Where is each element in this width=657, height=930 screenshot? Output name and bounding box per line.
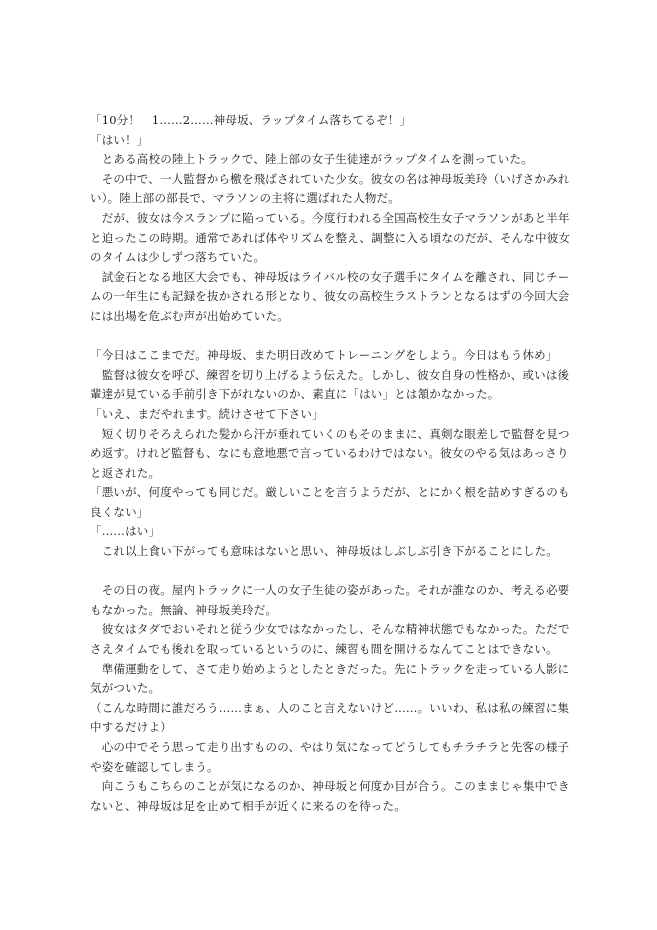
paragraph: 向こうもこちらのことが気になるのか、神母坂と何度か目が合う。このままじゃ集中できないと、神母坂は足を止めて相手が近くに来るのを待った。 [90, 779, 570, 813]
paragraph: 「……はい」 [90, 524, 161, 539]
paragraph: （こんな時間に誰だろう……まぁ、人のこと言えないけど……。いいわ、私は私の練習に集中するだけよ） [90, 700, 570, 735]
paragraph: 心の中でそう思って走り出すものの、やはり気になってどうしてもチラチラと先客の様子や姿を確認してしまう。 [90, 740, 570, 774]
paragraph: だが、彼女は今スランプに陥っている。今度行われる全国高校生女子マラソンがあと半年と迫ったこの時期。通常であれば体やリズムを整え、調整に入る頃なのだが、そんな中彼女のタイムは少しずつ落ちていた。 [90, 210, 571, 265]
paragraph: 彼女はタダでおいそれと従う少女ではなかったし、そんな精神状態でもなかった。ただでさえタイムでも後れを取っているというのに、練習も間を開けるなんてことはできない。 [90, 622, 570, 657]
paragraph: 短く切りそろえられた髪から汗が垂れていくのもそのままに、真剣な眼差しで監督を見つめ返す。けれど監督も、なにも意地悪で言っているわけではない。彼女のやる気はあっさりと返された。 [90, 426, 570, 480]
paragraph: 「今日はここまでだ。神母坂、また明日改めてトレーニングをしよう。今日はもう休め」 [90, 348, 558, 363]
paragraph: これ以上食い下がっても意味はないと思い、神母坂はしぶしぶ引き下がることにした。 [90, 544, 558, 559]
blank-line [90, 562, 580, 582]
blank-line [90, 327, 580, 347]
paragraph: 「はい！」 [90, 132, 149, 147]
paragraph: 準備運動をして、さて走り始めようとしたときだった。先にトラックを走っている人影に気がついた。 [90, 661, 570, 696]
paragraph: 監督は彼女を呼び、練習を切り上げるよう伝えた。しかし、彼女自身の性格か、或いは後輩達が見ている手前引き下がれないのか、素直に「はい」とは頷かなかった。 [90, 367, 570, 402]
paragraph: 「悪いが、何度やっても同じだ。厳しいことを言うようだが、とにかく根を詰めすぎるのも良くない」 [90, 485, 570, 519]
paragraph: その日の夜。屋内トラックに一人の女子生徒の姿があった。それが誰なのか、考える必要もなかった。無論、神母坂美玲だ。 [90, 583, 570, 617]
paragraph: 「いえ、まだやれます。続けさせて下さい」 [90, 406, 324, 421]
paragraph: 試金石となる地区大会でも、神母坂はライバル校の女子選手にタイムを離され、同じチームの一年生にも記録を抜かされる形となり、彼女の高校生ラストランとなるはずの今回大会には出場を危ぶむ声が出始めていた。 [90, 269, 570, 323]
document-body [90, 111, 580, 816]
paragraph: とある高校の陸上トラックで、陸上部の女子生徒達がラップタイムを測っていた。 [90, 152, 533, 167]
paragraph: 「10分！ 1……2……神母坂、ラップタイム落ちてるぞ！」 [90, 113, 412, 127]
paragraph: その中で、一人監督から檄を飛ばされていた少女。彼女の名は神母坂美玲（いげさかみれい）。陸上部の部長で、マラソンの主将に選ばれた人物だ。 [90, 171, 570, 206]
